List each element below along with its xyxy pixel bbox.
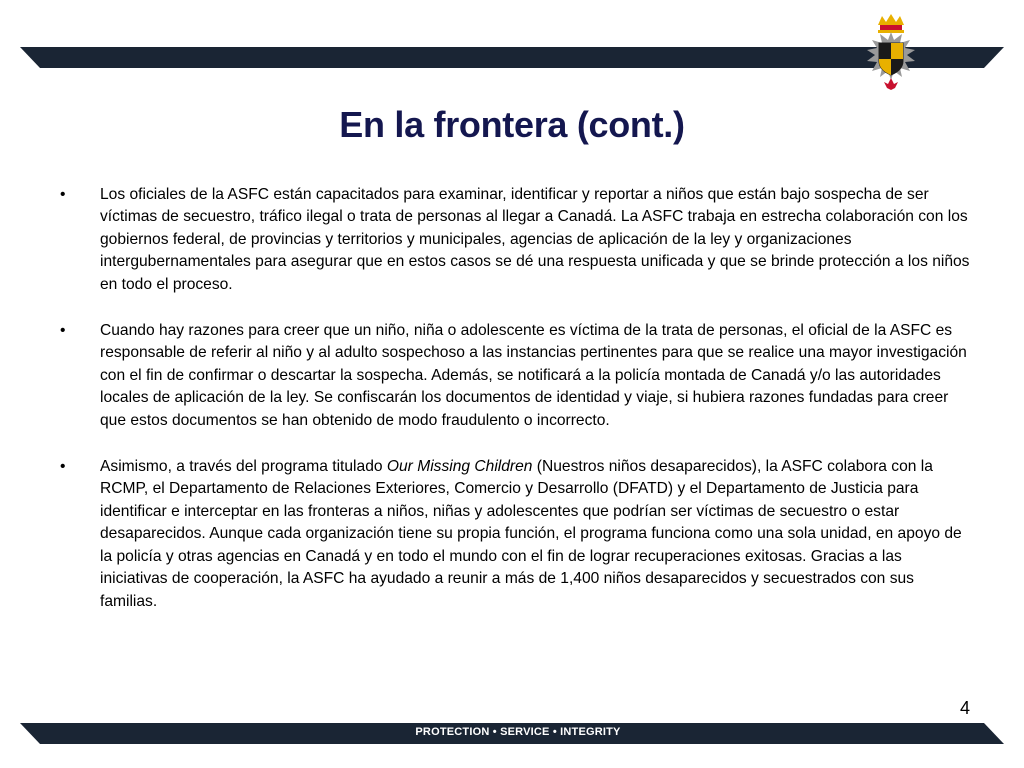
footer-motto: PROTECTION • SERVICE • INTEGRITY: [415, 726, 621, 738]
bullet-text: Cuando hay razones para creer que un niño, niña o adolescente es víctima de la trata de personas, el oficial de la ASFC es responsable de referir al niño y al adulto sospechoso a las instancias pertinentes para que se realice una mayor investigación con el fin de confirmar o descartar la sospecha. Además, se notificará a la policía montada de Canadá y/o las autoridades locales de aplicación de la ley. Se confiscarán los documentos de identidad y viaje, si hubiera razones fundadas para creer que estos documentos se han obtenido de modo fraudulento o incorrecto.: [100, 322, 967, 429]
bullet-text-after: (Nuestros niños desaparecidos), la ASFC colabora con la RCMP, el Departamento de Relaciones Exteriores, Comercio y Desarrollo (DFATD) y el Departamento de Justicia para identificar e interceptar en las fronteras a niños, niñas y adolescentes que podrían ser víctimas de secuestro o estar desaparecidos. Aunque cada organización tiene su propia función, el programa funciona como una sola unidad, en apoyo de la policía y otras agencias en Canadá y en todo el mundo con el fin de lograr recuperaciones exitosas. Gracias a las iniciativas de cooperación, la ASFC ha ayudado a reunir a más de 1,400 niños desaparecidos y secuestrados con sus familias.: [100, 458, 962, 610]
list-item: [60, 456, 970, 613]
bullet-text: Los oficiales de la ASFC están capacitados para examinar, identificar y reportar a niños que están bajo sospecha de ser víctimas de secuestro, tráfico ilegal o trata de personas al llegar a Canadá. La ASFC trabaja en estrecha colaboración con los gobiernos federal, de provincias y territorios y municipales, agencias de aplicación de la ley y organizaciones intergubernamentales para asegurar que en estos casos se dé una respuesta unificada y que se brinde protección a los niños en todo el proceso.: [100, 186, 970, 293]
program-name: Our Missing Children: [386, 458, 533, 476]
page-title: En la frontera (cont.): [339, 104, 685, 145]
bullet-text-before: Asimismo, a través del programa titulado: [100, 458, 387, 476]
list-item: [60, 184, 970, 296]
list-item: [60, 320, 970, 432]
bullet-marker: •: [60, 458, 66, 476]
page-number: 4: [959, 698, 970, 718]
bullet-marker: •: [60, 186, 66, 203]
crown-icon: [878, 14, 904, 33]
shield-icon: [879, 43, 903, 75]
top-header-band: [20, 47, 1004, 68]
bullet-marker: •: [60, 322, 66, 340]
bullet-text: [100, 456, 970, 613]
cbsa-crest-icon: [858, 12, 924, 94]
bullet-list: [60, 184, 970, 637]
